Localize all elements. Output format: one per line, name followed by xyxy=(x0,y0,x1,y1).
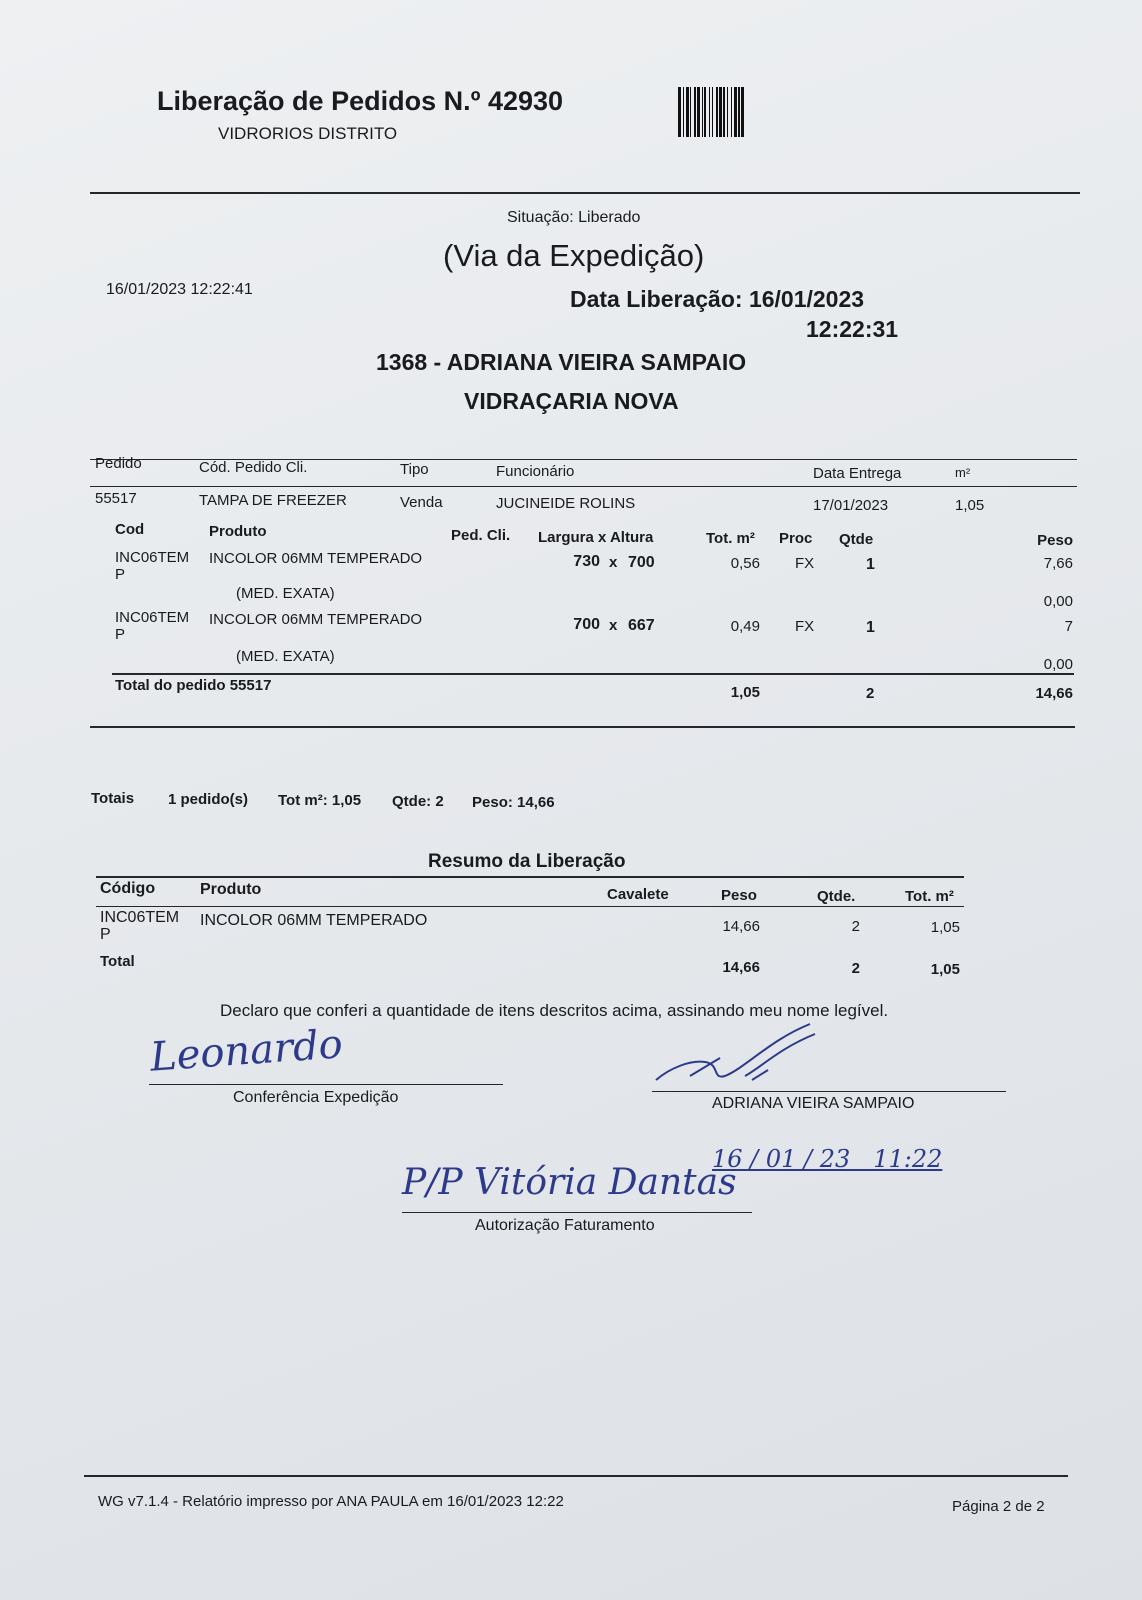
item-1-peso: 7,66 xyxy=(1043,555,1073,572)
item-2-proc: FX xyxy=(795,618,815,635)
item-1-qtde: 1 xyxy=(866,556,875,573)
item-2-qtde: 1 xyxy=(866,619,875,636)
resumo-col-codigo: Código xyxy=(100,880,156,897)
resumo-row-codigo xyxy=(100,909,179,943)
item-1-produto: INCOLOR 06MM TEMPERADO xyxy=(209,550,423,567)
col-data-entrega: Data Entrega xyxy=(813,465,902,482)
data-liberacao-time: 12:22:31 xyxy=(806,316,899,342)
item-1-cod-line2: P xyxy=(115,566,126,583)
items-col-largura-altura: Largura x Altura xyxy=(538,529,654,546)
totais-tot-m2: Tot m²: 1,05 xyxy=(278,792,362,809)
col-tipo: Tipo xyxy=(400,461,429,478)
resumo-row-peso: 14,66 xyxy=(722,918,760,935)
resumo-total-qtde: 2 xyxy=(851,960,860,977)
order-tipo-value: Venda xyxy=(400,494,443,511)
order-total-qtde: 2 xyxy=(866,685,875,702)
footer-report-info: WG v7.1.4 - Relatório impresso por ANA PAULA em 16/01/2023 12:22 xyxy=(98,1493,564,1510)
order-cod-cli-value: TAMPA DE FREEZER xyxy=(199,492,347,509)
printed-timestamp: 16/01/2023 12:22:41 xyxy=(106,281,253,298)
items-col-proc: Proc xyxy=(779,530,813,547)
col-cod-pedido-cli: Cód. Pedido Cli. xyxy=(199,459,308,476)
item-1-obs: (MED. EXATA) xyxy=(236,585,335,602)
item-2-x: x xyxy=(609,617,618,634)
resumo-header-rule xyxy=(96,906,964,907)
item-2-altura: 667 xyxy=(628,617,655,634)
footer-page-number: Página 2 de 2 xyxy=(952,1498,1045,1515)
items-col-qtde: Qtde xyxy=(839,531,874,548)
item-1-cod xyxy=(115,549,189,583)
order-m2-value: 1,05 xyxy=(955,497,985,514)
item-2-obs: (MED. EXATA) xyxy=(236,648,335,665)
company-name: VIDRORIOS DISTRITO xyxy=(218,124,398,143)
order-funcionario-value: JUCINEIDE ROLINS xyxy=(496,495,636,512)
totais-pedidos: 1 pedido(s) xyxy=(168,791,249,808)
resumo-col-peso: Peso xyxy=(721,887,757,904)
autorizacao-label: Autorização Faturamento xyxy=(475,1217,655,1234)
resumo-col-qtde: Qtde. xyxy=(817,888,856,905)
conferencia-signature: Leonardo xyxy=(148,1021,345,1081)
resumo-title: Resumo da Liberação xyxy=(428,851,626,872)
item-1-tot-m2: 0,56 xyxy=(730,555,760,572)
header-divider xyxy=(90,192,1080,194)
resumo-col-tot-m2: Tot. m² xyxy=(905,888,954,905)
item-1-cod-line1: INC06TEM xyxy=(115,549,190,566)
document-title: Liberação de Pedidos N.º 42930 xyxy=(157,86,564,116)
item-2-tot-m2: 0,49 xyxy=(730,618,760,635)
item-1-x: x xyxy=(609,554,618,571)
order-pedido-value: 55517 xyxy=(95,490,137,507)
item-2-obs-peso: 0,00 xyxy=(1043,656,1073,673)
resumo-total-label: Total xyxy=(100,953,135,970)
autorizacao-signature: P/P Vitória Dantas xyxy=(402,1162,737,1203)
client-company: VIDRAÇARIA NOVA xyxy=(464,388,679,414)
resumo-col-cavalete: Cavalete xyxy=(607,886,669,903)
totais-qtde: Qtde: 2 xyxy=(392,793,444,810)
item-1-altura: 700 xyxy=(628,554,655,571)
resumo-row-tot-m2: 1,05 xyxy=(930,919,960,936)
declaration-text: Declaro que conferi a quantidade de itens descritos acima, assinando meu nome legível. xyxy=(220,1001,889,1020)
order-total-tot-m2: 1,05 xyxy=(730,684,760,701)
resumo-top-rule xyxy=(96,876,964,878)
autorizacao-signature-line xyxy=(402,1212,752,1213)
col-funcionario: Funcionário xyxy=(496,463,575,480)
totais-label: Totais xyxy=(91,790,135,807)
items-col-tot-m2: Tot. m² xyxy=(706,530,755,547)
items-col-peso: Peso xyxy=(1037,532,1073,549)
via-label: (Via da Expedição) xyxy=(443,238,705,273)
item-2-peso: 7 xyxy=(1064,618,1073,635)
order-table-header-rule xyxy=(90,486,1077,487)
col-m2: m² xyxy=(955,465,971,480)
order-total-peso: 14,66 xyxy=(1035,685,1073,702)
order-data-entrega-value: 17/01/2023 xyxy=(813,497,889,514)
order-total-label: Total do pedido 55517 xyxy=(115,677,272,694)
resumo-row-codigo-line1: INC06TEM xyxy=(100,909,180,926)
resumo-row-codigo-line2: P xyxy=(100,926,111,943)
totais-peso: Peso: 14,66 xyxy=(472,794,555,811)
cliente-signature-line xyxy=(652,1091,1006,1092)
resumo-total-peso: 14,66 xyxy=(722,959,760,976)
item-1-obs-peso: 0,00 xyxy=(1043,593,1073,610)
resumo-col-produto: Produto xyxy=(200,881,262,898)
item-2-largura: 700 xyxy=(573,616,600,633)
resumo-total-tot-m2: 1,05 xyxy=(930,961,960,978)
conferencia-label: Conferência Expedição xyxy=(233,1089,399,1106)
client-name: 1368 - ADRIANA VIEIRA SAMPAIO xyxy=(376,349,747,375)
items-col-produto: Produto xyxy=(209,523,267,540)
order-total-rule xyxy=(112,673,1074,675)
col-pedido: Pedido xyxy=(95,455,142,472)
footer-rule xyxy=(84,1475,1068,1477)
cliente-name-label: ADRIANA VIEIRA SAMPAIO xyxy=(712,1095,915,1112)
conferencia-signature-line xyxy=(149,1084,503,1085)
item-2-cod xyxy=(115,609,189,643)
item-1-proc: FX xyxy=(795,555,815,572)
items-col-cod: Cod xyxy=(115,521,145,538)
cliente-signature xyxy=(650,1018,820,1090)
item-2-cod-line1: INC06TEM xyxy=(115,609,190,626)
barcode-gap xyxy=(744,87,746,137)
situacao-status: Situação: Liberado xyxy=(507,209,641,226)
items-col-ped-cli: Ped. Cli. xyxy=(451,527,511,544)
data-liberacao: Data Liberação: 16/01/2023 xyxy=(570,286,865,312)
item-1-largura: 730 xyxy=(573,553,600,570)
item-2-produto: INCOLOR 06MM TEMPERADO xyxy=(209,611,423,628)
barcode xyxy=(678,87,853,137)
handwritten-date: 16 / 01 / 23 11:22 xyxy=(712,1145,943,1173)
resumo-row-produto: INCOLOR 06MM TEMPERADO xyxy=(200,912,428,929)
resumo-row-qtde: 2 xyxy=(851,918,860,935)
order-end-rule xyxy=(90,726,1075,728)
item-2-cod-line2: P xyxy=(115,626,126,643)
